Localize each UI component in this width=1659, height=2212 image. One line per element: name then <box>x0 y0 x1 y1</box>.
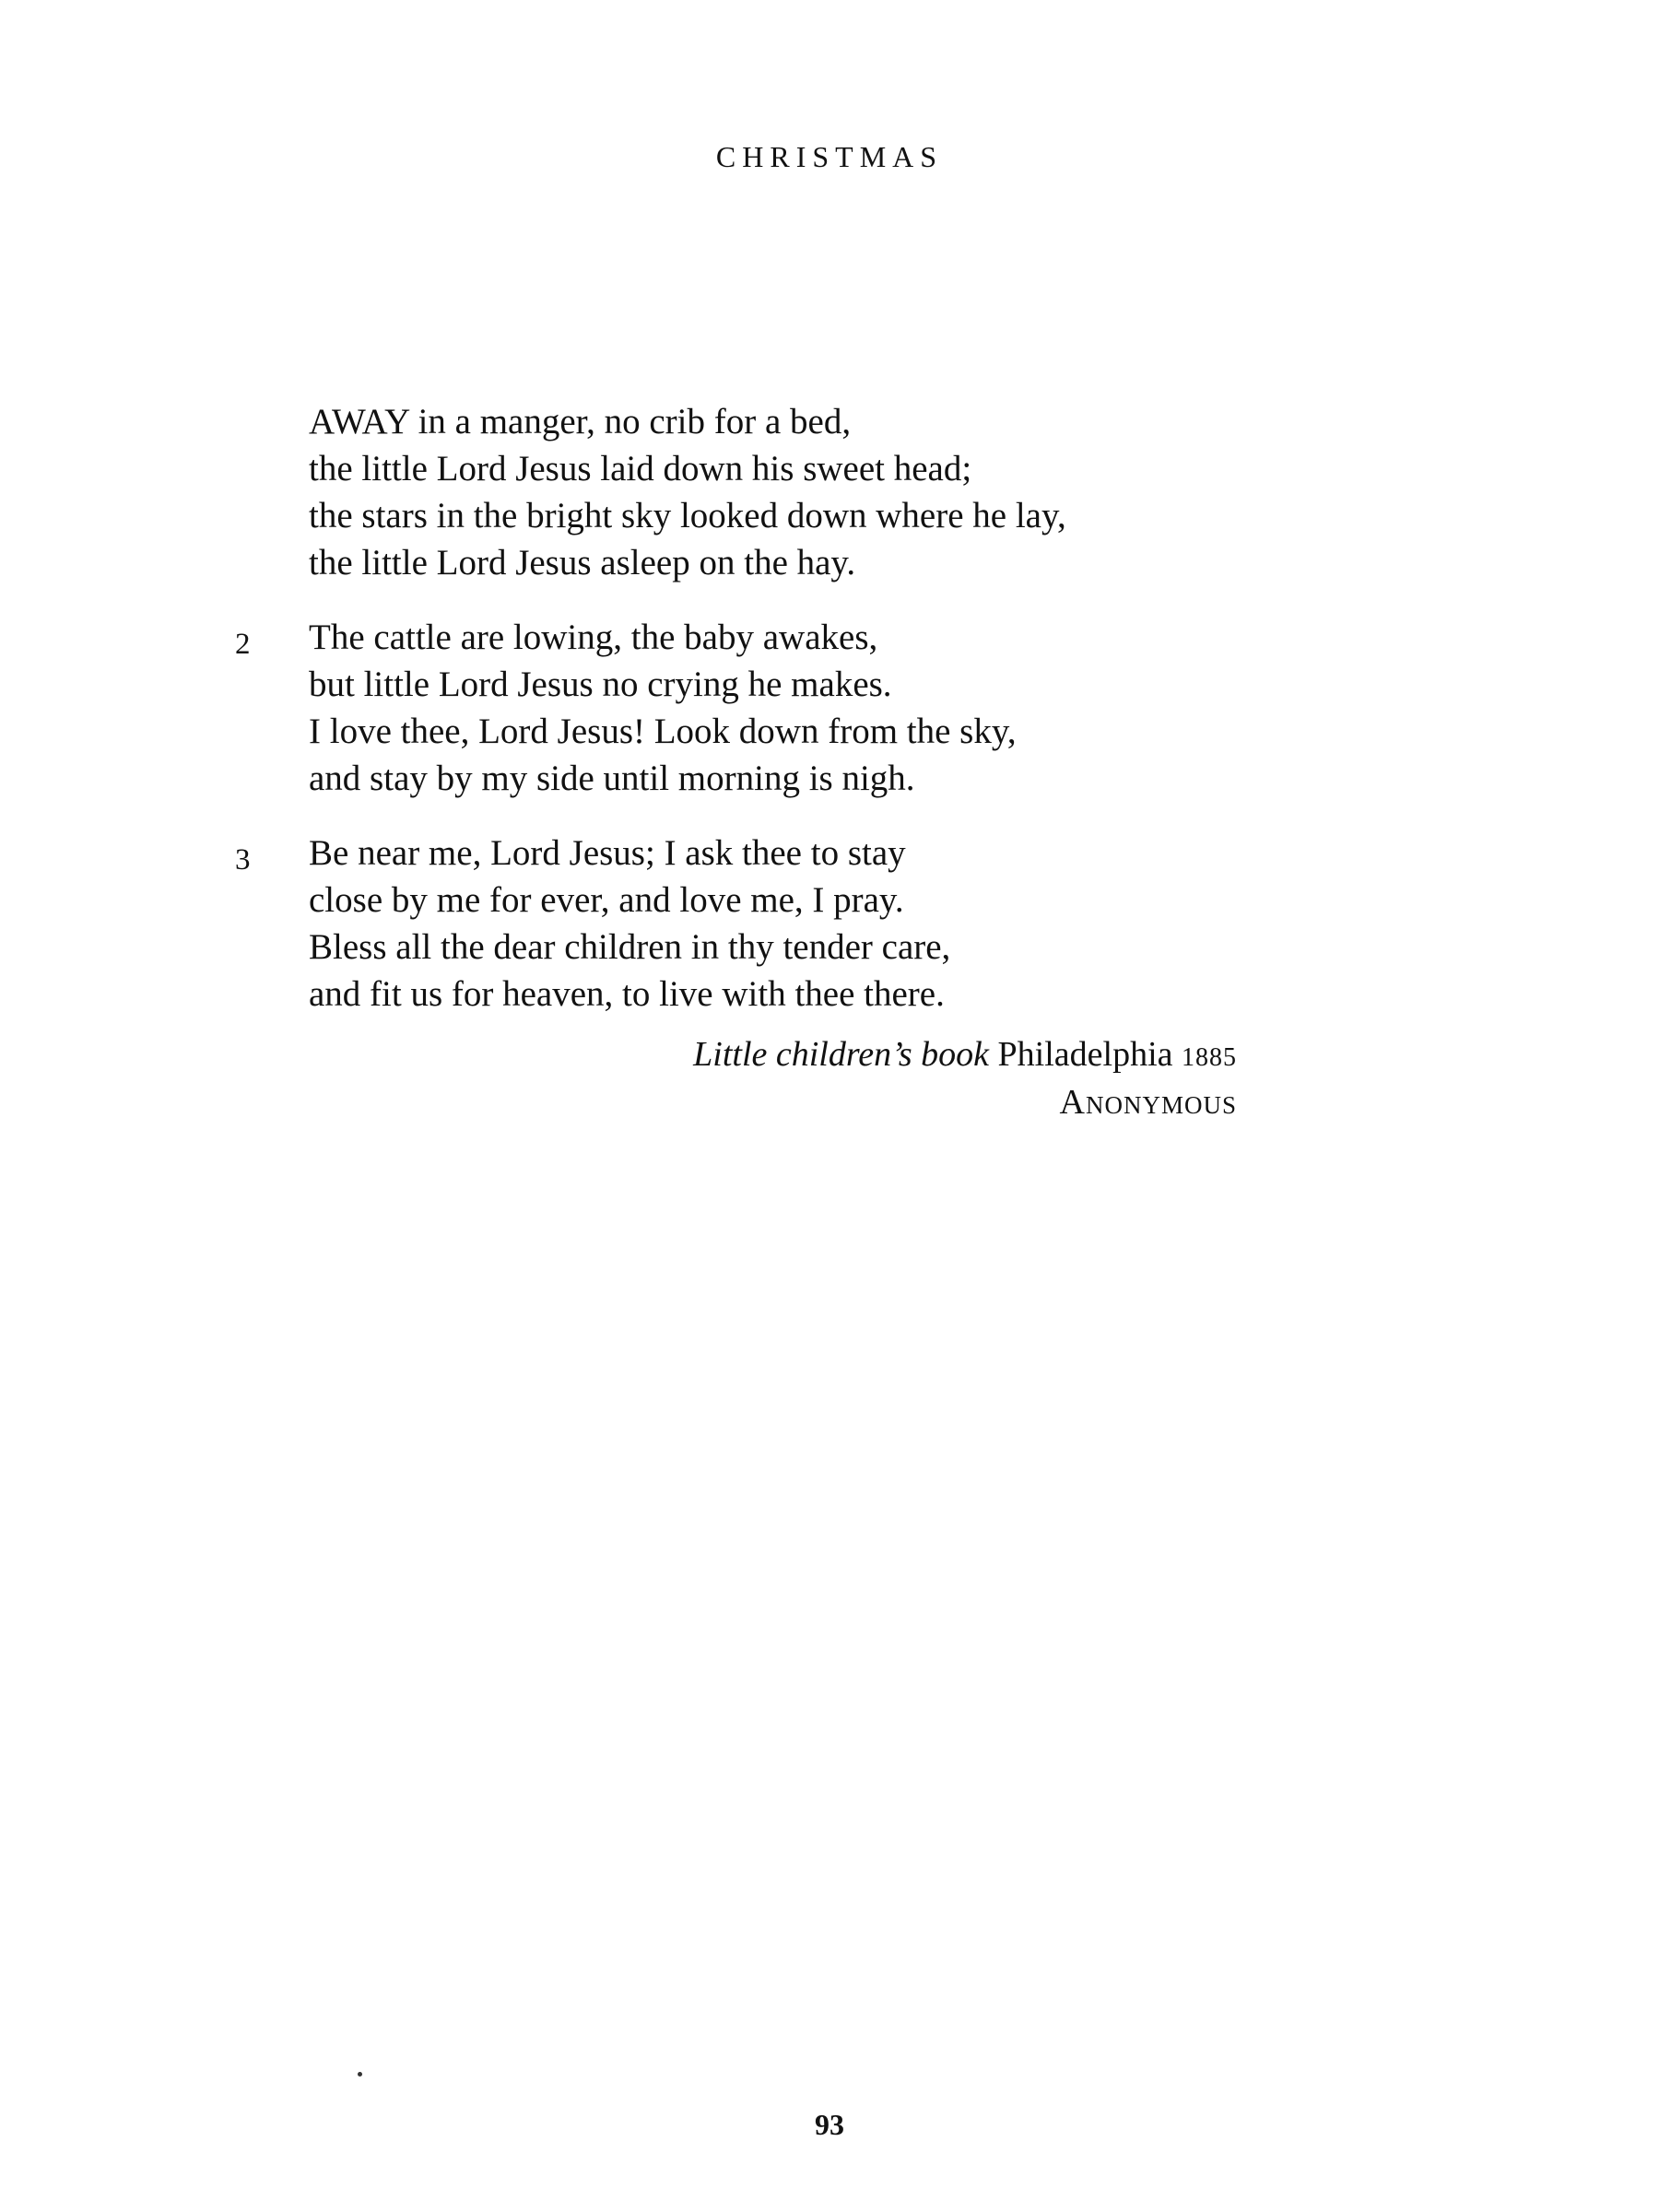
running-head: CHRISTMAS <box>715 140 944 173</box>
page-number: 93 <box>815 2108 844 2141</box>
poem-line: but little Lord Jesus no crying he makes. <box>309 665 892 704</box>
poem-line: and fit us for heaven, to live with thee there. <box>309 974 945 1014</box>
attribution <box>693 1032 1237 1124</box>
poem-line: the stars in the bright sky looked down where he lay, <box>309 496 1066 535</box>
poem-line: Be near me, Lord Jesus; I ask thee to stay <box>309 833 906 873</box>
stanza-number: 2 <box>235 628 251 661</box>
poem-line: Bless all the dear children in thy tender care, <box>309 927 951 967</box>
stray-dot-mark <box>358 2072 362 2077</box>
source-year: 1885 <box>1182 1043 1237 1072</box>
source-place: Philadelphia <box>997 1035 1173 1074</box>
poem-line: close by me for ever, and love me, I pray. <box>309 880 904 920</box>
poem-line: the little Lord Jesus laid down his sweet head; <box>309 449 972 488</box>
poem-line: the little Lord Jesus asleep on the hay. <box>309 543 856 582</box>
author: Anonymous <box>1059 1083 1237 1122</box>
poem <box>235 398 1525 1045</box>
poem-line: AWAY in a manger, no crib for a bed, <box>309 402 852 441</box>
stanza-number: 3 <box>235 843 251 877</box>
source-title: Little children’s book <box>693 1035 990 1074</box>
poem-line: and stay by my side until morning is nigh. <box>309 759 915 798</box>
stanza-2 <box>235 614 1525 802</box>
stanza-3 <box>235 830 1525 1018</box>
poem-line: I love thee, Lord Jesus! Look down from the sky, <box>309 712 1017 751</box>
stanza-1 <box>235 398 1525 586</box>
source-line <box>693 1032 1237 1080</box>
poem-line: The cattle are lowing, the baby awakes, <box>309 618 878 657</box>
